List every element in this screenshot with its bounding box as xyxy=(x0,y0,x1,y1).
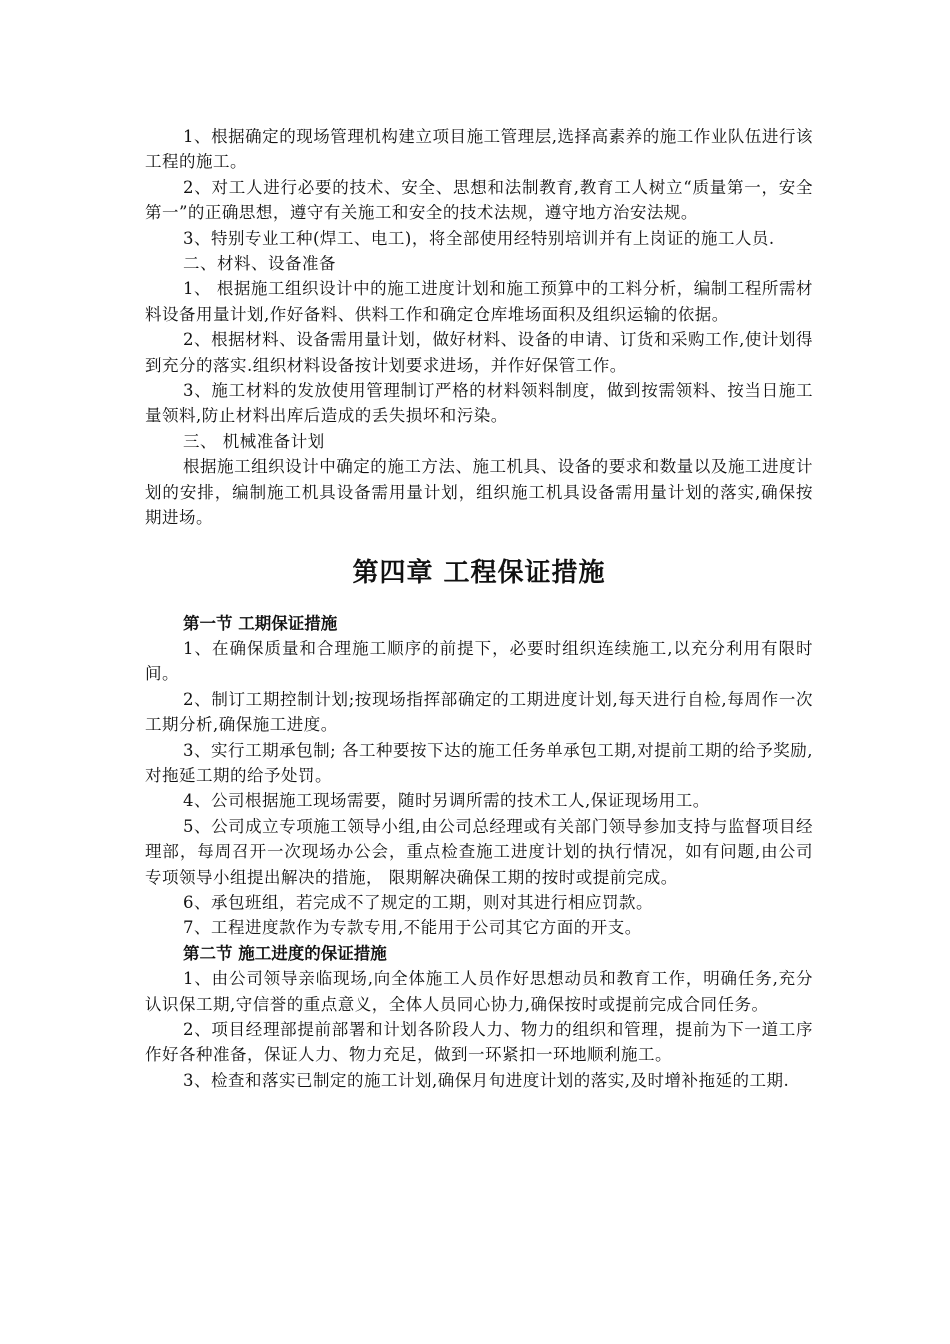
section-title-progress: 第二节 施工进度的保证措施 xyxy=(183,943,387,963)
section-title-schedule: 第一节 工期保证措施 xyxy=(183,613,338,633)
paragraph: 1、根据确定的现场管理机构建立项目施工管理层,选择高素养的施工作业队伍进行该工程的施工。 xyxy=(145,127,813,172)
paragraph: 1、 根据施工组织设计中的施工进度计划和施工预算中的工料分析，编制工程所需材料设备用量计划,作好备料、供料工作和确定仓库堆场面积及组织运输的依据。 xyxy=(145,279,813,324)
paragraph: 2、对工人进行必要的技术、安全、思想和法制教育,教育工人树立“质量第一，安全第一”的正确思想，遵守有关施工和安全的技术法规，遵守地方治安法规。 xyxy=(145,177,813,223)
subheading-machinery: 三、 机械准备计划 xyxy=(183,431,325,451)
list-item: 3、检查和落实已制定的施工计划,确保月旬进度计划的落实,及时增补拖延的工期. xyxy=(183,1070,790,1090)
list-item: 2、制订工期控制计划;按现场指挥部确定的工期进度计划,每天进行自检,每周作一次工期分析,确保施工进度。 xyxy=(145,689,813,735)
list-item: 1、在确保质量和合理施工顺序的前提下，必要时组织连续施工,以充分利用有限时间。 xyxy=(145,638,813,684)
list-item: 5、公司成立专项施工领导小组,由公司总经理或有关部门领导参加支持与监督项目经理部，每周召开一次现场办公会，重点检查施工进度计划的执行情况，如有问题,由公司专项领导小组提出解决的措施， 限期解决确保工期的按时或提前完成。 xyxy=(145,816,813,887)
paragraph: 2、根据材料、设备需用量计划，做好材料、设备的申请、订货和采购工作,使计划得到充分的落实.组织材料设备按计划要求进场，并作好保管工作。 xyxy=(145,330,813,375)
list-item: 4、公司根据施工现场需要，随时另调所需的技术工人,保证现场用工。 xyxy=(183,791,710,811)
paragraph: 3、施工材料的发放使用管理制订严格的材料领料制度，做到按需领料、按当日施工量领料,防止材料出库后造成的丢失损坏和污染。 xyxy=(145,381,813,426)
paragraph: 3、特别专业工种(焊工、电工)，将全部使用经特别培训并有上岗证的施工人员. xyxy=(183,228,775,248)
chapter-title: 第四章 工程保证措施 xyxy=(352,557,606,588)
list-item: 1、由公司领导亲临现场,向全体施工人员作好思想动员和教育工作，明确任务,充分认识保工期,守信誉的重点意义，全体人员同心协力,确保按时或提前完成合同任务。 xyxy=(145,969,813,1014)
list-item: 3、实行工期承包制; 各工种要按下达的施工任务单承包工期,对提前工期的给予奖励,对拖延工期的给予处罚。 xyxy=(145,740,813,785)
list-item: 2、项目经理部提前部署和计划各阶段人力、物力的组织和管理，提前为下一道工序作好各种准备，保证人力、物力充足，做到一环紧扣一环地顺利施工。 xyxy=(145,1020,813,1065)
subheading-materials: 二、材料、设备准备 xyxy=(183,254,336,274)
document-body xyxy=(145,124,813,1093)
list-item: 6、承包班组，若完成不了规定的工期，则对其进行相应罚款。 xyxy=(183,892,653,912)
paragraph: 根据施工组织设计中确定的施工方法、施工机具、设备的要求和数量以及施工进度计划的安排，编制施工机具设备需用量计划，组织施工机具设备需用量计划的落实,确保按期进场。 xyxy=(145,457,813,528)
list-item: 7、工程进度款作为专款专用,不能用于公司其它方面的开支。 xyxy=(183,918,642,938)
